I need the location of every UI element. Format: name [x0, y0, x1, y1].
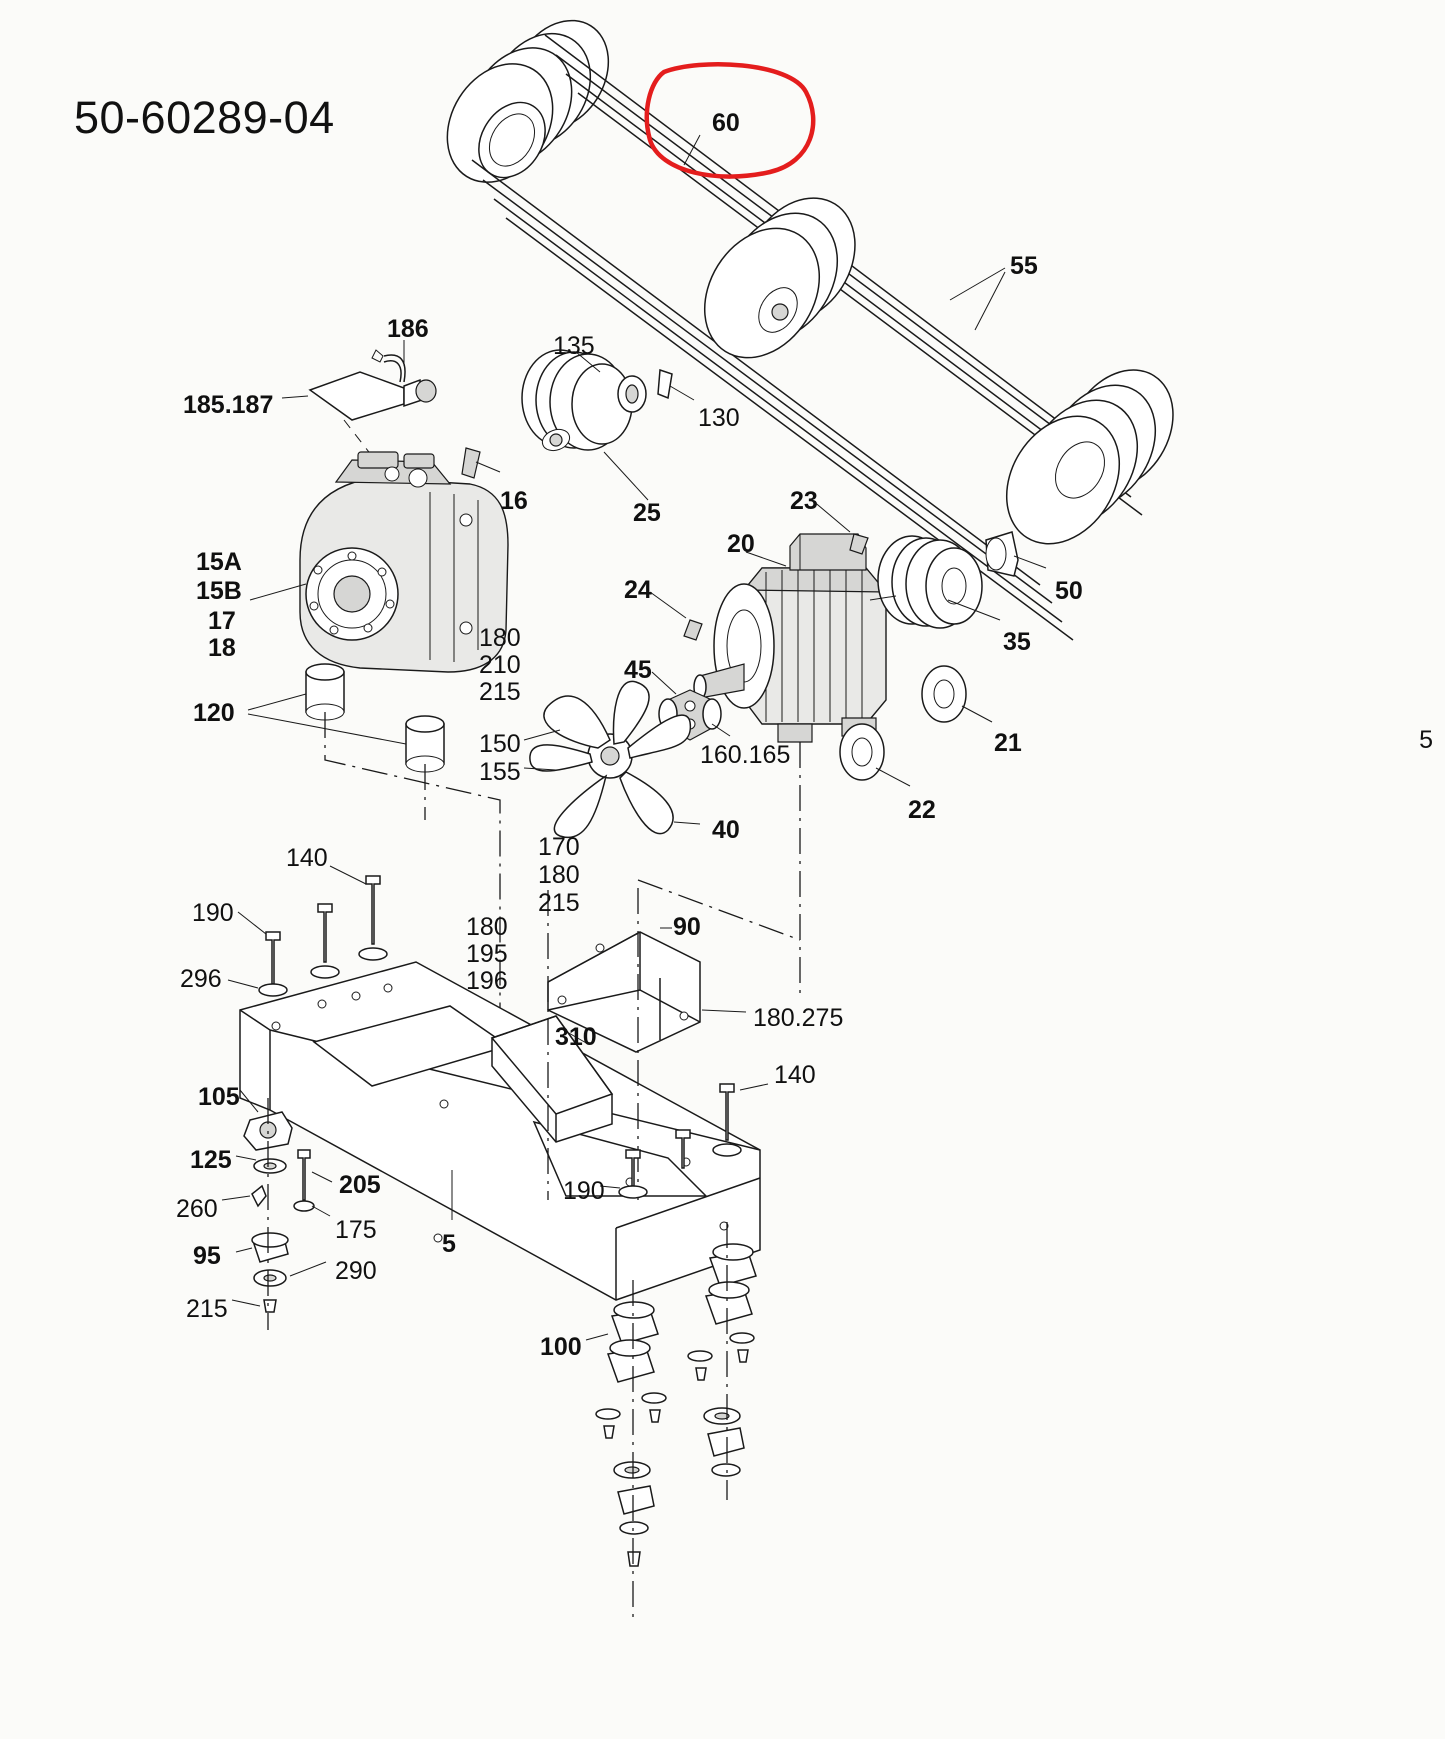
callout-label-160-165: 160.165 — [700, 741, 791, 769]
callout-label-210: 210 — [479, 651, 521, 679]
callout-label-310: 310 — [555, 1023, 597, 1051]
callout-label-23: 23 — [790, 487, 818, 515]
callout-label-186: 186 — [387, 315, 429, 343]
callout-label-170: 170 — [538, 833, 580, 861]
callout-label-180: 180 — [479, 624, 521, 652]
callout-label-196: 196 — [466, 967, 508, 995]
callout-label-5: 5 — [442, 1230, 456, 1258]
callout-label-105: 105 — [198, 1083, 240, 1111]
callout-label-185-187: 185.187 — [183, 391, 274, 419]
callout-label-205: 205 — [339, 1171, 381, 1199]
callout-label-190: 190 — [563, 1177, 605, 1205]
callout-label-20: 20 — [727, 530, 755, 558]
callout-label-155: 155 — [479, 758, 521, 786]
callout-label-15A: 15A — [196, 548, 242, 576]
callout-label-24: 24 — [624, 576, 652, 604]
callout-label-40: 40 — [712, 816, 740, 844]
callout-label-100: 100 — [540, 1333, 582, 1361]
page-number: 5 — [1419, 726, 1433, 754]
callout-label-140: 140 — [286, 844, 328, 872]
callout-label-35: 35 — [1003, 628, 1031, 656]
callout-label-135: 135 — [553, 332, 595, 360]
callout-label-125: 125 — [190, 1146, 232, 1174]
page-title: 50-60289-04 — [74, 92, 335, 143]
callout-label-215: 215 — [538, 889, 580, 917]
callout-label-17: 17 — [208, 607, 236, 635]
callout-label-215: 215 — [479, 678, 521, 706]
callout-label-215: 215 — [186, 1295, 228, 1323]
callout-label-130: 130 — [698, 404, 740, 432]
callout-label-55: 55 — [1010, 252, 1038, 280]
callout-label-60: 60 — [712, 109, 740, 137]
callout-label-140: 140 — [774, 1061, 816, 1089]
callout-label-180: 180 — [466, 913, 508, 941]
callout-label-175: 175 — [335, 1216, 377, 1244]
callout-label-45: 45 — [624, 656, 652, 684]
callout-label-90: 90 — [673, 913, 701, 941]
callout-label-180-275: 180.275 — [753, 1004, 844, 1032]
callout-label-95: 95 — [193, 1242, 221, 1270]
pump-unit — [250, 448, 508, 672]
callout-label-290: 290 — [335, 1257, 377, 1285]
callout-label-21: 21 — [994, 729, 1022, 757]
callout-label-296: 296 — [180, 965, 222, 993]
pump-pulley-assembly — [522, 350, 694, 500]
callout-label-18: 18 — [208, 634, 236, 662]
callout-label-190: 190 — [192, 899, 234, 927]
callout-label-22: 22 — [908, 796, 936, 824]
callout-label-50: 50 — [1055, 577, 1083, 605]
callout-label-16: 16 — [500, 487, 528, 515]
callout-label-15B: 15B — [196, 577, 242, 605]
callout-label-120: 120 — [193, 699, 235, 727]
callout-label-150: 150 — [479, 730, 521, 758]
callout-label-25: 25 — [633, 499, 661, 527]
callout-label-195: 195 — [466, 940, 508, 968]
callout-label-180: 180 — [538, 861, 580, 889]
callout-label-260: 260 — [176, 1195, 218, 1223]
